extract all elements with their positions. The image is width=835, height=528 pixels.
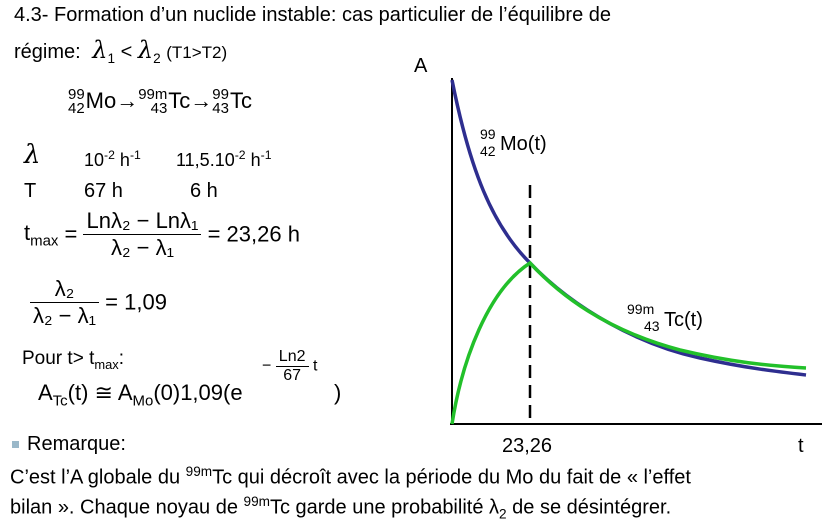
ratio-result: = 1,09 xyxy=(105,289,167,315)
y-axis-label: A xyxy=(414,55,428,77)
x-axis-label: t xyxy=(798,435,804,457)
tmax-denominator: λ₂ − λ₁ xyxy=(110,235,174,260)
lambda-index-2: 2 xyxy=(153,51,161,66)
tmax-result: = 23,26 h xyxy=(207,221,300,247)
activity-formula: $A_{Tc}(t)$ ≅ $A_{Mo}(0)1,09(e$ xyxy=(38,380,243,410)
nuclide-tc99: 99 43 Tc xyxy=(212,86,252,118)
lambda-index-1: 1 xyxy=(107,51,116,66)
remark-line-1: C’est l’A globale du $^{99m}$Tc qui décroît avec la période du Mo du fait de « l’effet xyxy=(10,464,691,489)
mo-label-z: 42 xyxy=(480,143,496,159)
ratio-denominator: λ₂ − λ₁ xyxy=(33,303,97,328)
arrow-2: → xyxy=(190,88,213,113)
section-title: 4.3- Formation d’un nuclide instable: cas particulier de l’équilibre de xyxy=(14,4,611,26)
less-than: < xyxy=(120,41,133,63)
tc-label-z: 43 xyxy=(644,318,660,334)
regime-condition: (T1>T2) xyxy=(166,43,228,62)
tmax-equals: = xyxy=(64,221,78,247)
tc-curve xyxy=(452,263,806,424)
table-lambda-label: λ xyxy=(24,140,41,170)
tc-curve-label: Tc(t) xyxy=(664,309,703,331)
tmax-numerator: Lnλ₂ − Lnλ₁ xyxy=(83,208,201,235)
tc-label-mass: 99m xyxy=(627,301,655,317)
ratio-numerator: λ₂ xyxy=(30,276,99,303)
pour-line: Pour $t> t_{max}$: xyxy=(22,348,125,372)
nuclide-tc99m: 99m 43 Tc xyxy=(138,86,191,118)
table-period-mo: 67 h xyxy=(84,180,123,202)
remark-line-2: bilan ». Chaque noyau de $^{99m}$Tc garde une probabilité $\lambda_2$ de se désintégrer. xyxy=(10,494,672,522)
formula-close: ) xyxy=(334,380,342,405)
exponent: − $\frac{Ln2}{67}$ t xyxy=(262,348,318,384)
tmax-sub: max xyxy=(30,232,59,250)
lambda-symbol-2: λ xyxy=(137,36,154,64)
mo-label-mass: 99 xyxy=(480,126,496,142)
tmax-tick-label: 23,26 xyxy=(502,435,553,457)
remark-heading: Remarque: xyxy=(12,433,126,456)
nuclide-mo: 99 42 Mo xyxy=(68,86,117,118)
regime-prefix: régime: xyxy=(14,41,81,63)
tmax-t: t xyxy=(24,219,31,245)
lambda-symbol: λ xyxy=(92,36,108,64)
arrow-1: → xyxy=(116,88,139,113)
table-period-label: T xyxy=(24,180,37,202)
table-lambda-tc: $11,5.10^{-2}$ $h^{-1}$ xyxy=(176,148,272,170)
mo-curve-label: Mo(t) xyxy=(500,133,547,155)
table-lambda-mo: $10^{-2}$ $h^{-1}$ xyxy=(84,148,141,170)
table-period-tc: 6 h xyxy=(190,180,218,202)
